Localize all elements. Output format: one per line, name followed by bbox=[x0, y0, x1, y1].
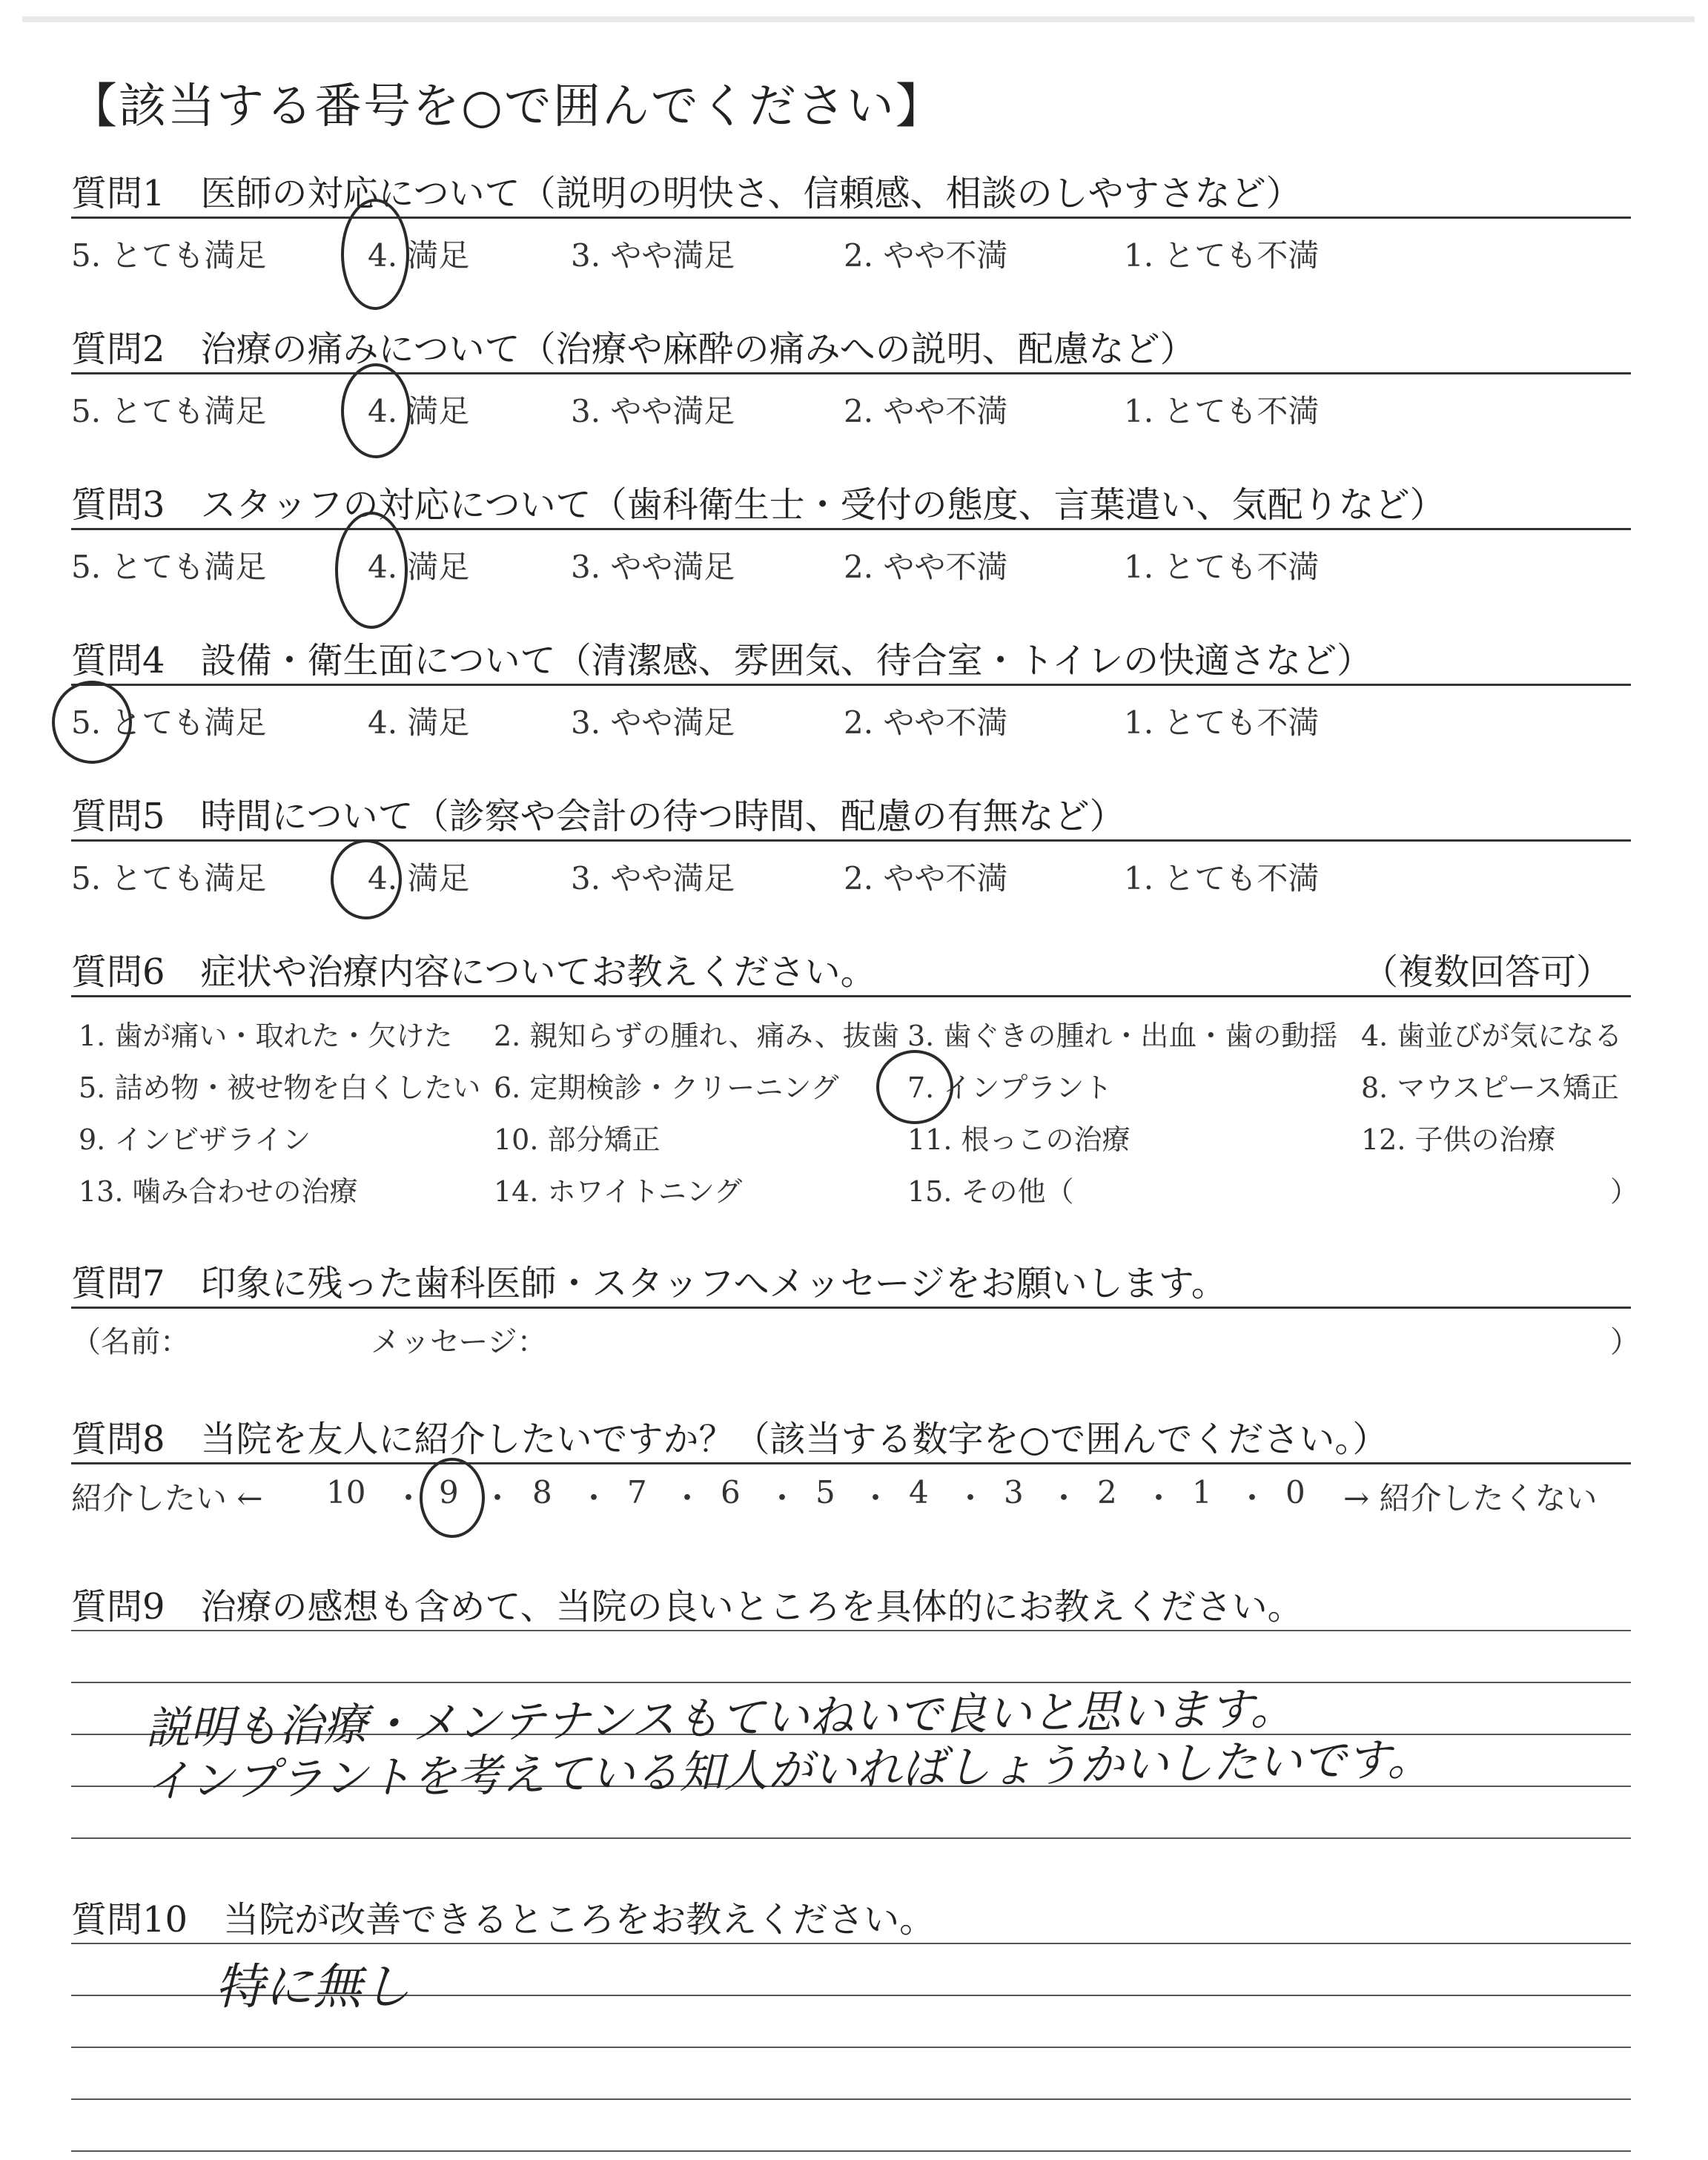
q6-option-11[interactable]: 11. 根っこの治療 bbox=[907, 1123, 1131, 1156]
q8-separator: ・ bbox=[860, 1480, 892, 1516]
q9-line-5 bbox=[71, 1837, 1631, 1839]
question-5-rule bbox=[71, 839, 1631, 842]
q10-line-5 bbox=[71, 2150, 1631, 2152]
q8-separator: ・ bbox=[672, 1480, 704, 1516]
q2-option-5[interactable]: 5. とても満足 bbox=[71, 393, 267, 429]
q5-option-3[interactable]: 3. やや満足 bbox=[571, 860, 735, 896]
q5-option-2[interactable]: 2. やや不満 bbox=[844, 860, 1008, 896]
q5-option-4[interactable]: 4. 満足 bbox=[368, 860, 470, 896]
q6-option-14[interactable]: 14. ホワイトニング bbox=[494, 1175, 743, 1208]
q4-option-4[interactable]: 4. 満足 bbox=[368, 704, 470, 741]
question-9-title: 質問9 治療の感想も含めて、当院の良いところを具体的にお教えください。 bbox=[71, 1586, 1303, 1628]
q8-scale-1[interactable]: 1 bbox=[1192, 1474, 1212, 1510]
page-top-edge bbox=[22, 16, 1695, 22]
q6-option-1[interactable]: 1. 歯が痛い・取れた・欠けた bbox=[79, 1020, 453, 1052]
q6-option-10[interactable]: 10. 部分矯正 bbox=[494, 1123, 661, 1156]
q10-line-4 bbox=[71, 2098, 1631, 2100]
q3-option-4[interactable]: 4. 満足 bbox=[368, 549, 470, 585]
q1-option-4[interactable]: 4. 満足 bbox=[368, 237, 470, 274]
q6-selected-circle bbox=[876, 1050, 953, 1124]
question-1-title: 質問1 医師の対応について（説明の明快さ、信頼感、相談のしやすさなど） bbox=[71, 173, 1302, 214]
q6-option-7[interactable]: 7. インプラント bbox=[907, 1071, 1113, 1104]
q1-option-2[interactable]: 2. やや不満 bbox=[844, 237, 1008, 274]
q8-scale-7[interactable]: 7 bbox=[627, 1474, 647, 1510]
q8-separator: ・ bbox=[955, 1480, 987, 1516]
question-7-title: 質問7 印象に残った歯科医師・スタッフへメッセージをお願いします。 bbox=[71, 1263, 1227, 1304]
q1-option-5[interactable]: 5. とても満足 bbox=[71, 237, 267, 274]
q1-selected-circle bbox=[341, 199, 409, 310]
q4-option-2[interactable]: 2. やや不満 bbox=[844, 704, 1008, 741]
q8-right-label: → 紹介したくない bbox=[1343, 1480, 1598, 1516]
q8-selected-circle bbox=[420, 1458, 485, 1538]
q6-other-close-paren: ） bbox=[1610, 1175, 1639, 1208]
form-header: 【該当する番号を○で囲んでください】 bbox=[70, 79, 944, 134]
q6-option-13[interactable]: 13. 噛み合わせの治療 bbox=[79, 1175, 358, 1208]
q5-selected-circle bbox=[331, 839, 402, 919]
q6-option-3[interactable]: 3. 歯ぐきの腫れ・出血・歯の動揺 bbox=[907, 1020, 1338, 1052]
q3-option-5[interactable]: 5. とても満足 bbox=[71, 549, 267, 585]
question-6-rule bbox=[71, 995, 1631, 997]
q9-line-1 bbox=[71, 1630, 1631, 1631]
question-5-title: 質問5 時間について（診察や会計の待つ時間、配慮の有無など） bbox=[71, 796, 1125, 837]
q8-scale-0[interactable]: 0 bbox=[1285, 1474, 1305, 1510]
q4-option-1[interactable]: 1. とても不満 bbox=[1124, 704, 1320, 741]
q6-option-6[interactable]: 6. 定期検診・クリーニング bbox=[494, 1071, 839, 1104]
q6-option-12[interactable]: 12. 子供の治療 bbox=[1361, 1123, 1556, 1156]
q2-option-4[interactable]: 4. 満足 bbox=[368, 393, 470, 429]
question-3-rule bbox=[71, 528, 1631, 530]
question-1-rule bbox=[71, 217, 1631, 219]
q6-option-4[interactable]: 4. 歯並びが気になる bbox=[1361, 1020, 1623, 1052]
q2-option-1[interactable]: 1. とても不満 bbox=[1124, 393, 1320, 429]
question-2-title: 質問2 治療の痛みについて（治療や麻酔の痛みへの説明、配慮など） bbox=[71, 328, 1196, 370]
q2-option-3[interactable]: 3. やや満足 bbox=[571, 393, 735, 429]
q8-scale-2[interactable]: 2 bbox=[1097, 1474, 1117, 1510]
q4-option-3[interactable]: 3. やや満足 bbox=[571, 704, 735, 741]
q1-option-1[interactable]: 1. とても不満 bbox=[1124, 237, 1320, 274]
q9-answer-line-1: 説明も治療・メンテナンスもていねいで良いと思います。 bbox=[145, 1682, 1295, 1755]
question-4-rule bbox=[71, 684, 1631, 686]
q8-separator: ・ bbox=[1048, 1480, 1080, 1516]
q6-option-9[interactable]: 9. インビザライン bbox=[79, 1123, 311, 1156]
q8-separator: ・ bbox=[1143, 1480, 1175, 1516]
q5-option-1[interactable]: 1. とても不満 bbox=[1124, 860, 1320, 896]
question-7-rule bbox=[71, 1307, 1631, 1309]
q7-message-label: メッセージ： bbox=[371, 1325, 547, 1359]
q8-scale-8[interactable]: 8 bbox=[532, 1474, 552, 1510]
question-2-rule bbox=[71, 372, 1631, 374]
q4-selected-circle bbox=[52, 681, 132, 764]
q6-option-15[interactable]: 15. その他（ bbox=[907, 1175, 1074, 1208]
q8-scale-4[interactable]: 4 bbox=[909, 1474, 929, 1510]
question-8-rule bbox=[71, 1462, 1631, 1464]
question-4-title: 質問4 設備・衛生面について（清潔感、雰囲気、待合室・トイレの快適さなど） bbox=[71, 640, 1373, 681]
q8-scale-3[interactable]: 3 bbox=[1004, 1474, 1024, 1510]
q7-close-paren: ） bbox=[1610, 1325, 1640, 1359]
question-3-title: 質問3 スタッフの対応について（歯科衛生士・受付の態度、言葉遣い、気配りなど） bbox=[71, 484, 1446, 526]
q3-selected-circle bbox=[335, 512, 408, 629]
q8-separator: ・ bbox=[482, 1480, 514, 1516]
q1-option-3[interactable]: 3. やや満足 bbox=[571, 237, 735, 274]
q8-separator: ・ bbox=[1237, 1480, 1268, 1516]
q7-name-label: （名前： bbox=[71, 1325, 190, 1359]
q5-option-5[interactable]: 5. とても満足 bbox=[71, 860, 267, 896]
q4-option-5[interactable]: 5. とても満足 bbox=[71, 704, 267, 741]
q3-option-1[interactable]: 1. とても不満 bbox=[1124, 549, 1320, 585]
question-6-note: （複数回答可） bbox=[1363, 951, 1612, 993]
q8-scale-6[interactable]: 6 bbox=[721, 1474, 741, 1510]
q10-answer: 特に無し bbox=[215, 1958, 411, 2015]
q2-selected-circle bbox=[341, 363, 411, 458]
q2-option-2[interactable]: 2. やや不満 bbox=[844, 393, 1008, 429]
q6-option-2[interactable]: 2. 親知らずの腫れ、痛み、抜歯 bbox=[494, 1020, 899, 1052]
q8-scale-5[interactable]: 5 bbox=[815, 1474, 835, 1510]
q3-option-2[interactable]: 2. やや不満 bbox=[844, 549, 1008, 585]
q8-scale-9[interactable]: 9 bbox=[439, 1474, 459, 1510]
q8-scale-10[interactable]: 10 bbox=[326, 1474, 366, 1510]
question-6-title: 質問6 症状や治療内容についてお教えください。 bbox=[71, 951, 876, 993]
q8-separator: ・ bbox=[393, 1480, 425, 1516]
q8-separator: ・ bbox=[578, 1480, 610, 1516]
q6-option-5[interactable]: 5. 詰め物・被せ物を白くしたい bbox=[79, 1071, 481, 1104]
question-10-title: 質問10 当院が改善できるところをお教えください。 bbox=[71, 1899, 936, 1941]
q9-answer-line-2: インプラントを考えている知人がいればしょうかいしたいです。 bbox=[145, 1733, 1432, 1809]
q10-line-1 bbox=[71, 1943, 1631, 1944]
question-8-title: 質問8 当院を友人に紹介したいですか？（該当する数字を○で囲んでください。） bbox=[71, 1418, 1388, 1460]
q8-separator: ・ bbox=[767, 1480, 798, 1516]
q6-option-8[interactable]: 8. マウスピース矯正 bbox=[1361, 1071, 1619, 1104]
q3-option-3[interactable]: 3. やや満足 bbox=[571, 549, 735, 585]
q8-left-label: 紹介したい ← bbox=[71, 1480, 263, 1516]
q10-line-3 bbox=[71, 2047, 1631, 2048]
